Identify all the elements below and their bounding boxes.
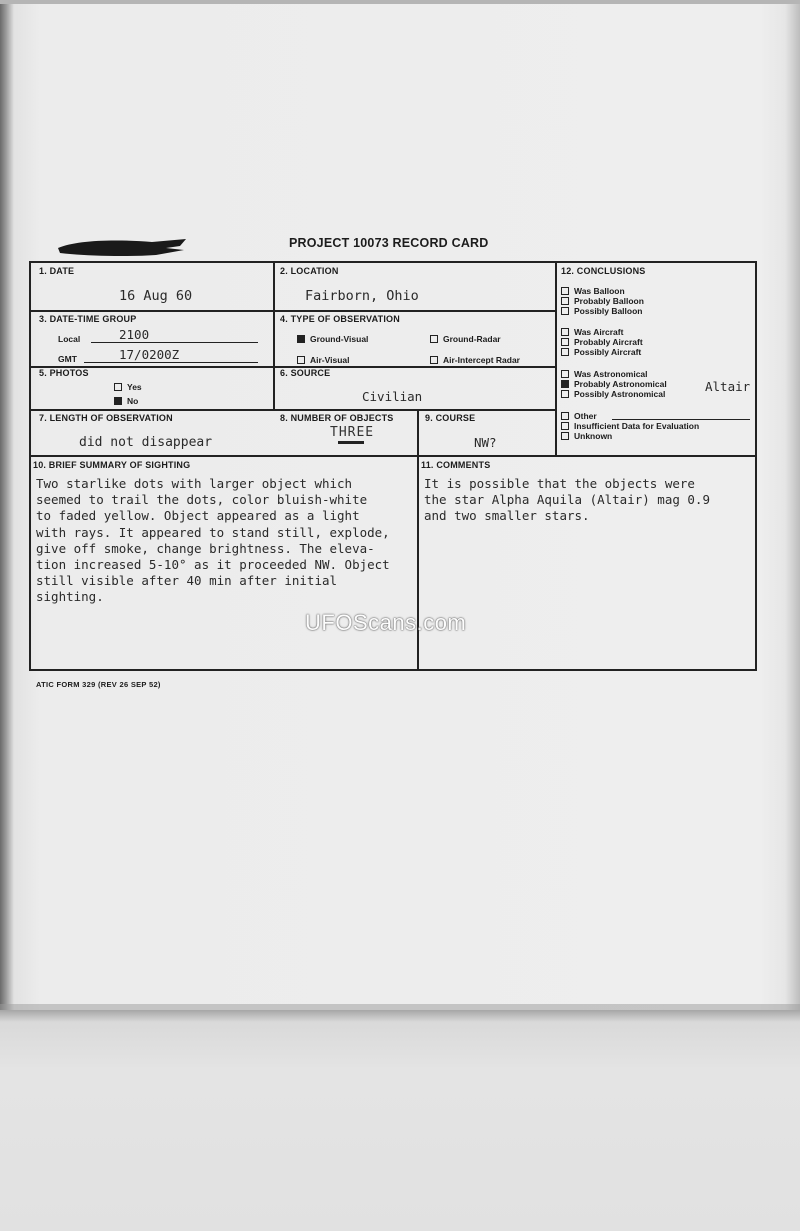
checkbox-icon xyxy=(561,307,569,315)
gmt-time-label: GMT xyxy=(58,354,77,364)
length-of-observation-value: did not disappear xyxy=(79,435,213,450)
photos-label: 5. PHOTOS xyxy=(39,368,89,378)
conclusion-insufficient-data: Insufficient Data for Evaluation xyxy=(561,421,699,432)
local-time-value: 2100 xyxy=(119,327,150,342)
number-of-objects-label: 8. NUMBER OF OBJECTS xyxy=(280,413,394,423)
checkbox-checked-icon xyxy=(297,335,305,343)
page-edge xyxy=(0,0,800,4)
source-label: 6. SOURCE xyxy=(280,368,331,378)
grid-line xyxy=(273,262,275,410)
checkbox-icon xyxy=(114,383,122,391)
checkbox-icon xyxy=(561,412,569,420)
date-value: 16 Aug 60 xyxy=(119,288,193,304)
conclusion-unknown: Unknown xyxy=(561,431,612,442)
card-title: PROJECT 10073 RECORD CARD xyxy=(289,236,489,250)
checkbox-icon xyxy=(561,338,569,346)
grid-line xyxy=(30,409,556,411)
checkbox-icon xyxy=(561,432,569,440)
redaction-mark xyxy=(56,236,188,258)
source-value: Civilian xyxy=(362,389,423,404)
checkbox-icon xyxy=(561,370,569,378)
conclusion-probably-aircraft: Probably Aircraft xyxy=(561,337,643,348)
checkbox-icon xyxy=(561,390,569,398)
checkbox-icon xyxy=(297,356,305,364)
conclusion-possibly-balloon: Possibly Balloon xyxy=(561,306,643,317)
local-time-line xyxy=(91,342,258,343)
conclusion-possibly-aircraft: Possibly Aircraft xyxy=(561,347,641,358)
conclusions-label: 12. CONCLUSIONS xyxy=(561,266,646,276)
strike-mark xyxy=(338,441,364,444)
length-of-observation-label: 7. LENGTH OF OBSERVATION xyxy=(39,413,173,423)
summary-label: 10. BRIEF SUMMARY OF SIGHTING xyxy=(33,460,191,470)
summary-text: Two starlike dots with larger object which seemed to trail the dots, color bluish-white to faded yellow. Object appeared as a light with rays. It appeared to stand still, explode, give off smoke, change brightness. The eleva- tion increased 5-10° as it proceeded NW. Object still visible after 40 min after initial sighting. xyxy=(36,476,390,605)
conclusion-probably-balloon: Probably Balloon xyxy=(561,296,644,307)
option-ground-radar: Ground-Radar xyxy=(430,334,501,344)
photos-yes: Yes xyxy=(114,382,142,392)
checkbox-icon xyxy=(561,348,569,356)
checkbox-checked-icon xyxy=(114,397,122,405)
location-value: Fairborn, Ohio xyxy=(305,288,419,304)
checkbox-icon xyxy=(561,422,569,430)
checkbox-icon xyxy=(561,297,569,305)
astronomical-note: Altair xyxy=(705,379,751,394)
gmt-time-line xyxy=(84,362,258,363)
conclusion-probably-astronomical: Probably Astronomical xyxy=(561,379,667,390)
location-label: 2. LOCATION xyxy=(280,266,339,276)
form-id: ATIC FORM 329 (REV 26 SEP 52) xyxy=(36,680,161,689)
course-label: 9. COURSE xyxy=(425,413,476,423)
checkbox-checked-icon xyxy=(561,380,569,388)
conclusion-was-astronomical: Was Astronomical xyxy=(561,369,648,380)
other-line xyxy=(612,419,750,420)
checkbox-icon xyxy=(561,287,569,295)
watermark: UFOScans.com xyxy=(305,610,467,635)
conclusion-other: Other xyxy=(561,411,597,422)
checkbox-icon xyxy=(561,328,569,336)
conclusion-possibly-astronomical: Possibly Astronomical xyxy=(561,389,665,400)
photos-no: No xyxy=(114,396,138,406)
number-of-objects-value: THREE xyxy=(330,425,375,440)
option-ground-visual: Ground-Visual xyxy=(297,334,368,344)
date-time-group-label: 3. DATE-TIME GROUP xyxy=(39,314,137,324)
comments-label: 11. COMMENTS xyxy=(421,460,491,470)
grid-line xyxy=(30,310,556,312)
grid-line xyxy=(555,262,557,455)
local-time-label: Local xyxy=(58,334,81,344)
checkbox-icon xyxy=(430,356,438,364)
conclusion-was-aircraft: Was Aircraft xyxy=(561,327,623,338)
checkbox-icon xyxy=(430,335,438,343)
conclusion-was-balloon: Was Balloon xyxy=(561,286,625,297)
course-value: NW? xyxy=(474,435,497,450)
option-air-intercept-radar: Air-Intercept Radar xyxy=(430,355,520,365)
grid-line xyxy=(30,455,756,457)
observation-type-label: 4. TYPE OF OBSERVATION xyxy=(280,314,400,324)
date-label: 1. DATE xyxy=(39,266,75,276)
comments-text: It is possible that the objects were the star Alpha Aquila (Altair) mag 0.9 and two smaller stars. xyxy=(424,476,710,524)
gmt-time-value: 17/0200Z xyxy=(119,347,180,362)
lower-page xyxy=(0,1010,800,1231)
option-air-visual: Air-Visual xyxy=(297,355,350,365)
